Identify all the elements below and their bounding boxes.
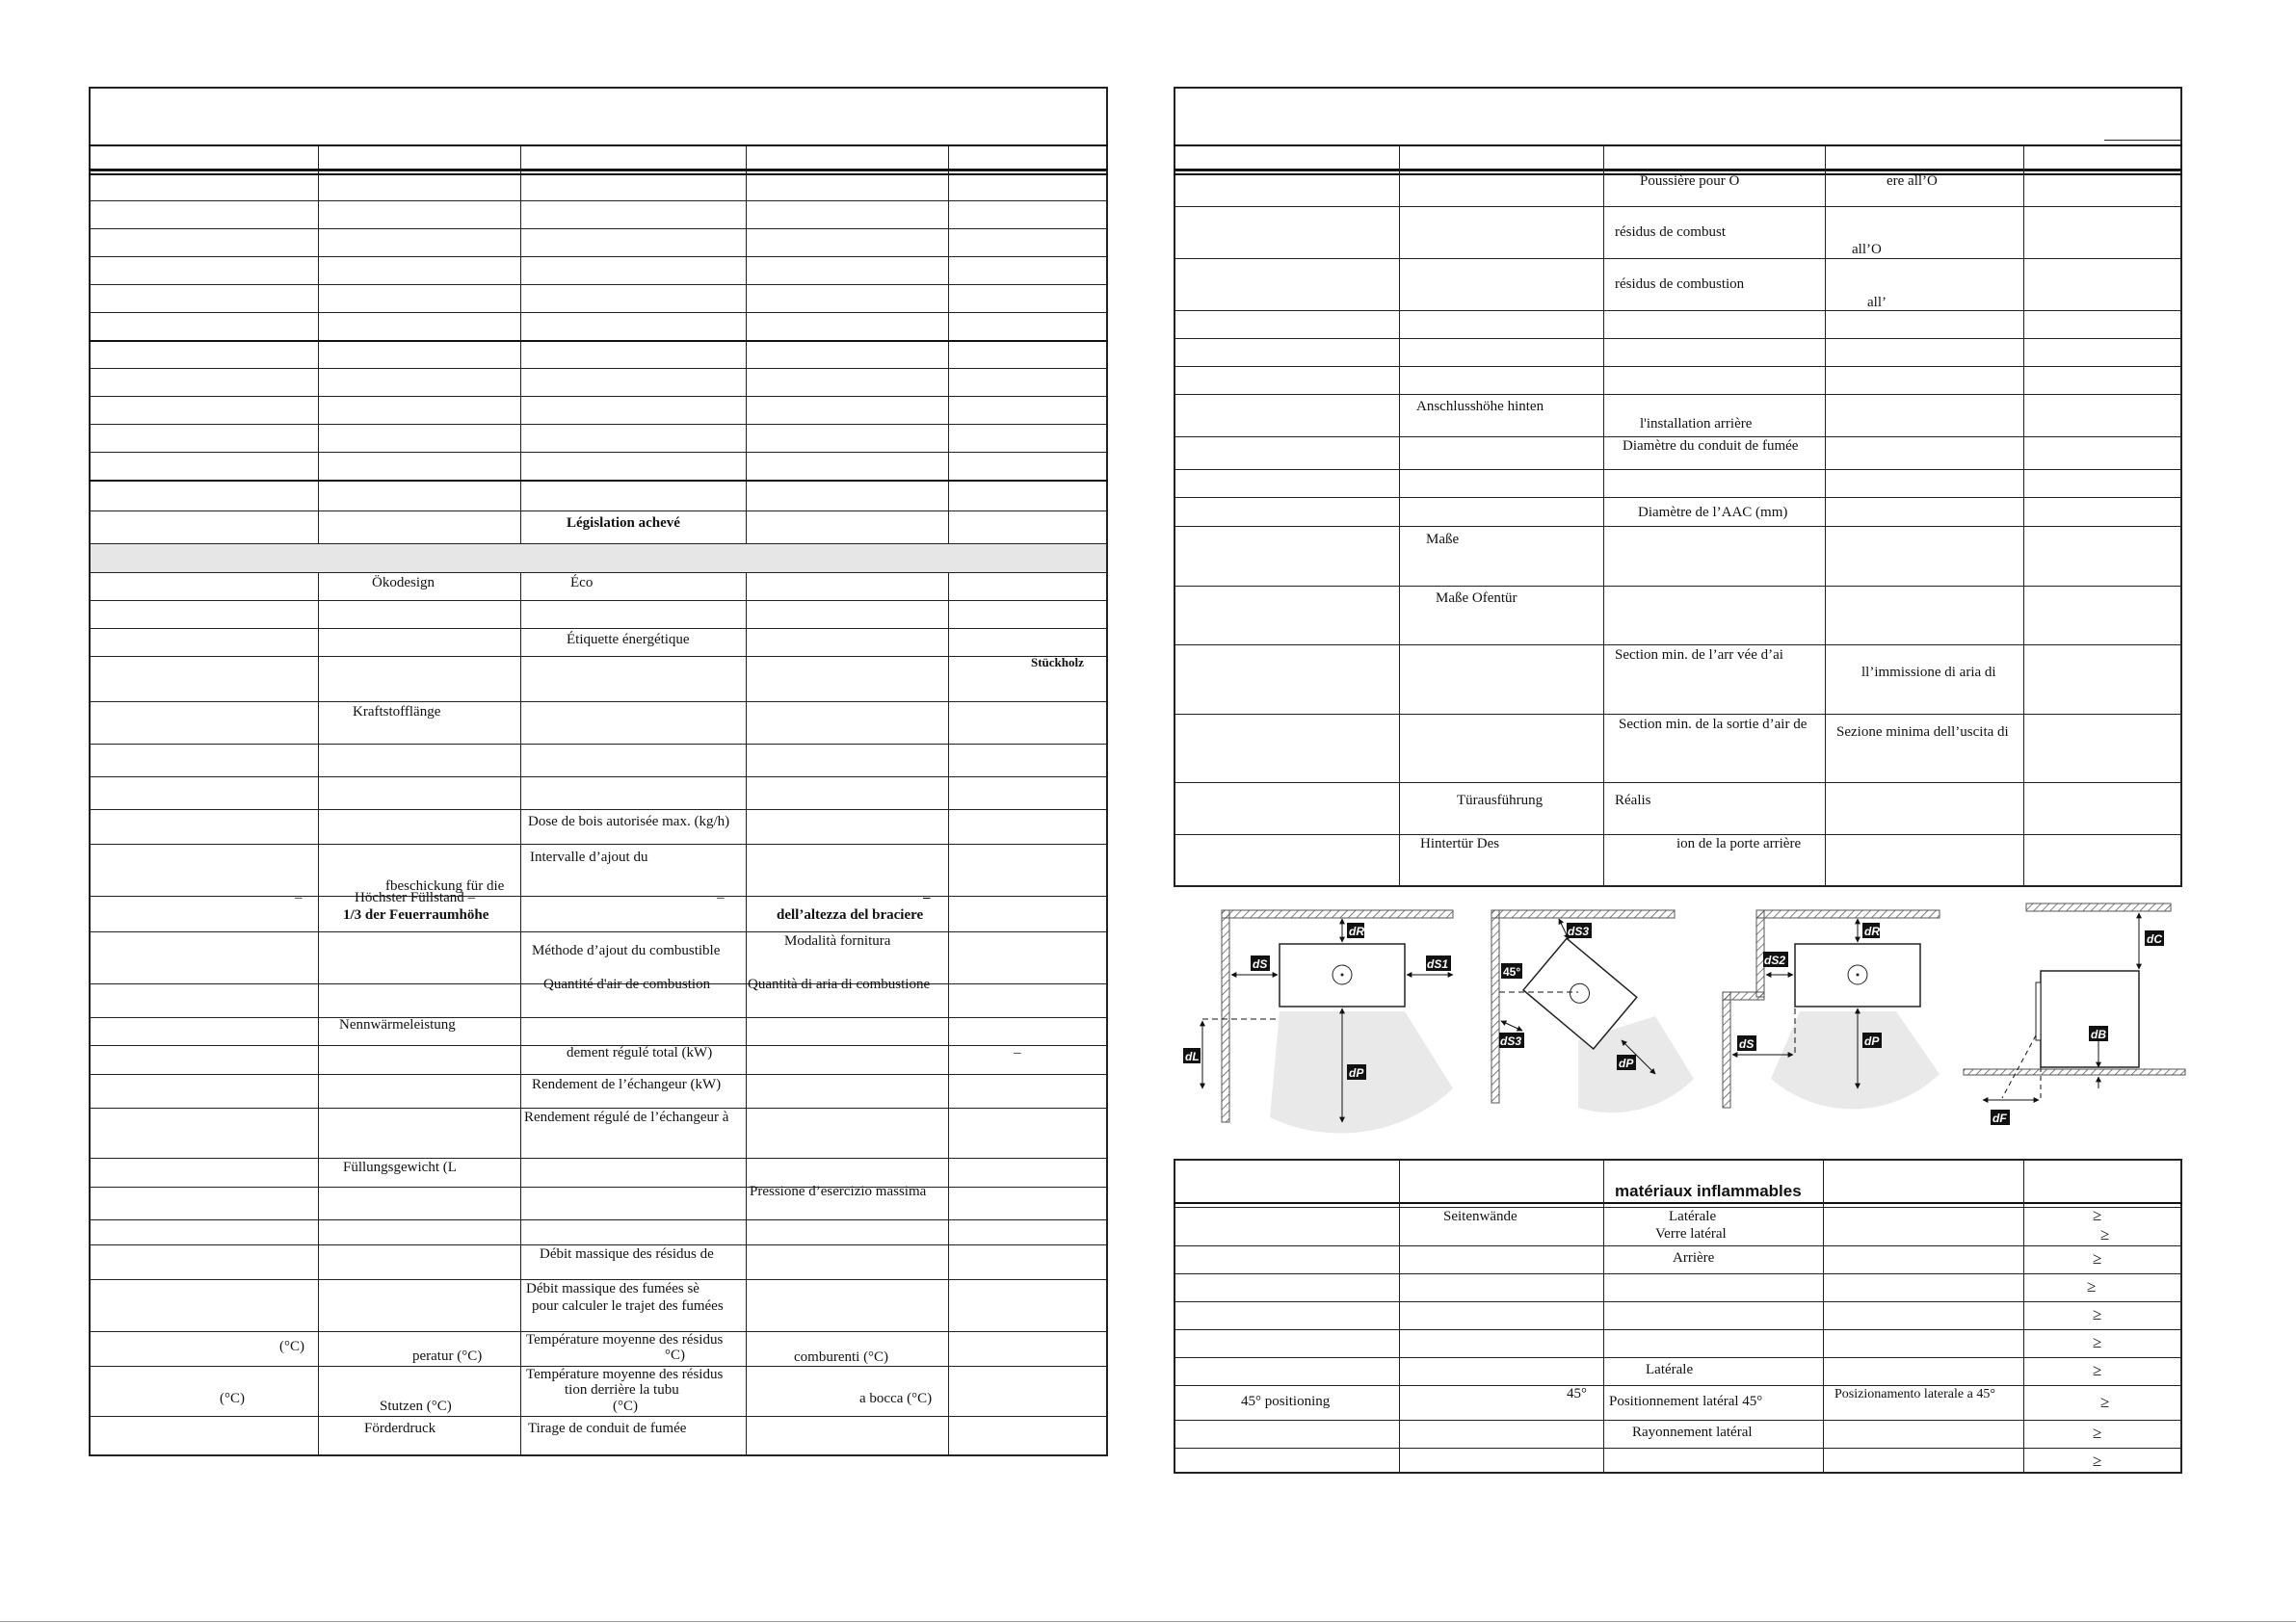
cell-posizionamento: Posizionamento laterale a 45° bbox=[1834, 1387, 1995, 1401]
cell-eco: Éco bbox=[570, 575, 594, 590]
cell-kraftstofflaenge: Kraftstofflänge bbox=[353, 704, 441, 720]
cell-laterale-1: Latérale bbox=[1669, 1209, 1717, 1224]
cell-dash-1: – bbox=[295, 890, 303, 905]
cell-verre-lateral: Verre latéral bbox=[1655, 1226, 1727, 1242]
cell-ere-all-o: ere all’O bbox=[1887, 173, 1938, 189]
cell-masse-ofentuer: Maße Ofentür bbox=[1436, 590, 1517, 606]
cell-fuellungsgewicht: Füllungsgewicht (L bbox=[343, 1160, 457, 1175]
cell-tuerausfuehrung: Türausführung bbox=[1457, 793, 1544, 808]
label-dR-1: dR bbox=[1349, 925, 1364, 938]
label-dR-2: dR bbox=[1864, 925, 1880, 938]
cell-pour-calculer: pour calculer le trajet des fumées bbox=[532, 1298, 724, 1314]
cell-oekodesign: Ökodesign bbox=[372, 575, 435, 590]
page-bottom-rule bbox=[0, 1621, 2296, 1622]
cell-debit-fumees: Débit massique des fumées sè bbox=[526, 1281, 699, 1296]
cell-anschlusshoehe: Anschlusshöhe hinten bbox=[1416, 399, 1544, 414]
cell-section-sortie: Section min. de la sortie d’air de bbox=[1619, 717, 1808, 732]
cell-porte-arriere: ion de la porte arrière bbox=[1676, 836, 1802, 851]
cell-altezza-braciere: dell’altezza del braciere bbox=[777, 907, 924, 923]
cell-ge-6: ≥ bbox=[2100, 1393, 2110, 1411]
label-dS3-1: dS3 bbox=[1568, 925, 1590, 938]
cell-realis: Réalis bbox=[1615, 793, 1651, 808]
cell-rendement-echangeur: Rendement de l’échangeur (kW) bbox=[532, 1077, 722, 1092]
cell-temp-moyenne-2: Température moyenne des résidus bbox=[526, 1367, 724, 1382]
cell-dash-2: – bbox=[717, 890, 725, 905]
clearance-diagrams bbox=[1174, 896, 2195, 1137]
cell-modalita: Modalità fornitura bbox=[784, 933, 891, 949]
cell-hoechster: Höchster Füllstand – bbox=[355, 890, 475, 905]
cell-methode: Méthode d’ajout du combustible bbox=[532, 943, 721, 958]
cell-stutzen: Stutzen (°C) bbox=[380, 1399, 452, 1414]
cell-tirage: Tirage de conduit de fumée bbox=[528, 1421, 687, 1436]
cell-laterale-2: Latérale bbox=[1646, 1362, 1694, 1377]
cell-diametre-aac: Diamètre de l’AAC (mm) bbox=[1638, 505, 1788, 520]
label-dP-3: dP bbox=[1864, 1034, 1880, 1048]
cell-ge-1: ≥ bbox=[2093, 1249, 2102, 1268]
label-dB: dB bbox=[2091, 1028, 2106, 1041]
cell-residus-combust: résidus de combust bbox=[1615, 224, 1726, 240]
diagram-wall-clearance bbox=[1183, 910, 1453, 1134]
cell-quantite-air: Quantité d'air de combustion bbox=[543, 977, 711, 992]
diagram-niche-clearance bbox=[1723, 910, 1940, 1109]
cell-a-bocca: a bocca (°C) bbox=[859, 1391, 933, 1406]
cell-ge-3: ≥ bbox=[2093, 1305, 2102, 1323]
cell-dash-3: – bbox=[923, 890, 931, 905]
cell-fbeschickung: fbeschickung für die bbox=[385, 878, 505, 894]
label-dL: dL bbox=[1185, 1050, 1200, 1063]
label-dS2: dS2 bbox=[1764, 954, 1786, 967]
cell-diametre-conduit: Diamètre du conduit de fumée bbox=[1623, 438, 1799, 454]
cell-etiquette: Étiquette énergétique bbox=[567, 632, 690, 647]
cell-degc-1: (°C) bbox=[279, 1339, 304, 1354]
cell-quantita-aria: Quantità di aria di combustione bbox=[748, 977, 931, 992]
clearance-header: matériaux inflammables bbox=[1615, 1182, 1802, 1200]
cell-45deg-de: 45° bbox=[1567, 1386, 1587, 1401]
cell-dose-bois: Dose de bois autorisée max. (kg/h) bbox=[528, 814, 730, 829]
cell-ge-0b: ≥ bbox=[2100, 1225, 2110, 1243]
diagram-side-view bbox=[1964, 903, 2185, 1125]
cell-immissione: ll’immissione di aria di bbox=[1861, 665, 1996, 680]
cell-dash-4: – bbox=[1014, 1045, 1021, 1060]
label-dS1: dS1 bbox=[1427, 957, 1449, 971]
cell-ge-4: ≥ bbox=[2093, 1333, 2102, 1351]
cell-installation-arriere: l'installation arrière bbox=[1640, 416, 1753, 432]
cell-masse: Maße bbox=[1426, 532, 1460, 547]
cell-rendement-regule: Rendement régulé de l’échangeur à bbox=[524, 1110, 729, 1125]
cell-all-o: all’O bbox=[1852, 242, 1882, 257]
cell-ge-8: ≥ bbox=[2093, 1452, 2102, 1470]
cell-ge-2: ≥ bbox=[2087, 1277, 2097, 1296]
cell-comburenti: comburenti (°C) bbox=[794, 1349, 889, 1365]
cell-nennwaermeleistung: Nennwärmeleistung bbox=[339, 1017, 456, 1033]
label-dS-2: dS bbox=[1739, 1037, 1755, 1051]
cell-ge-0a: ≥ bbox=[2093, 1206, 2102, 1224]
label-dS-1: dS bbox=[1253, 957, 1268, 971]
cell-temp-unit-2: (°C) bbox=[613, 1399, 638, 1414]
cell-rendement-total: dement régulé total (kW) bbox=[567, 1045, 713, 1060]
cell-all: all’ bbox=[1867, 295, 1887, 310]
cell-arriere: Arrière bbox=[1673, 1250, 1715, 1266]
cell-rayonnement-lateral: Rayonnement latéral bbox=[1632, 1425, 1753, 1440]
cell-residus-combustion: résidus de combustion bbox=[1615, 276, 1745, 292]
label-dF: dF bbox=[1993, 1112, 2007, 1125]
cell-seitenwaende: Seitenwände bbox=[1443, 1209, 1517, 1224]
cell-pressione: Pressione d’esercizio massima bbox=[750, 1184, 927, 1199]
cell-feuerraumhoehe: 1/3 der Feuerraumhöhe bbox=[343, 907, 489, 923]
cell-intervalle: Intervalle d’ajout du bbox=[530, 850, 648, 865]
cell-poussiere: Poussière pour O bbox=[1640, 173, 1740, 189]
cell-debit-residus: Débit massique des résidus de bbox=[540, 1246, 714, 1262]
cell-45-positioning: 45° positioning bbox=[1241, 1394, 1331, 1409]
cell-positionnement-lateral: Positionnement latéral 45° bbox=[1609, 1394, 1763, 1409]
cell-stueckholz: Stückholz bbox=[1031, 655, 1084, 669]
label-dC: dC bbox=[2147, 932, 2162, 946]
cell-sezione-uscita: Sezione minima dell’uscita di bbox=[1836, 724, 2009, 740]
cell-degc-2: (°C) bbox=[220, 1391, 245, 1406]
label-45deg: 45° bbox=[1503, 965, 1521, 979]
cell-ge-7: ≥ bbox=[2093, 1424, 2102, 1442]
label-dS3-2: dS3 bbox=[1500, 1034, 1522, 1048]
cell-ge-5: ≥ bbox=[2093, 1361, 2102, 1379]
cell-hintertuer: Hintertür Des bbox=[1420, 836, 1500, 851]
label-dP-2: dP bbox=[1619, 1057, 1634, 1070]
cell-tion-derriere: tion derrière la tubu bbox=[565, 1382, 679, 1398]
section-band bbox=[91, 543, 1106, 572]
cell-temp-unit-1: °C) bbox=[665, 1348, 685, 1363]
cell-foerderdruck: Förderdruck bbox=[364, 1421, 436, 1436]
cell-legislation: Législation achevé bbox=[567, 515, 680, 531]
cell-section-arrivee: Section min. de l’arr vée d’ai bbox=[1615, 647, 1783, 663]
cell-peratur: peratur (°C) bbox=[412, 1348, 483, 1364]
label-dP-1: dP bbox=[1349, 1066, 1364, 1080]
cell-temp-moyenne-1: Température moyenne des résidus bbox=[526, 1332, 724, 1348]
diagram-corner-45 bbox=[1491, 910, 1694, 1113]
